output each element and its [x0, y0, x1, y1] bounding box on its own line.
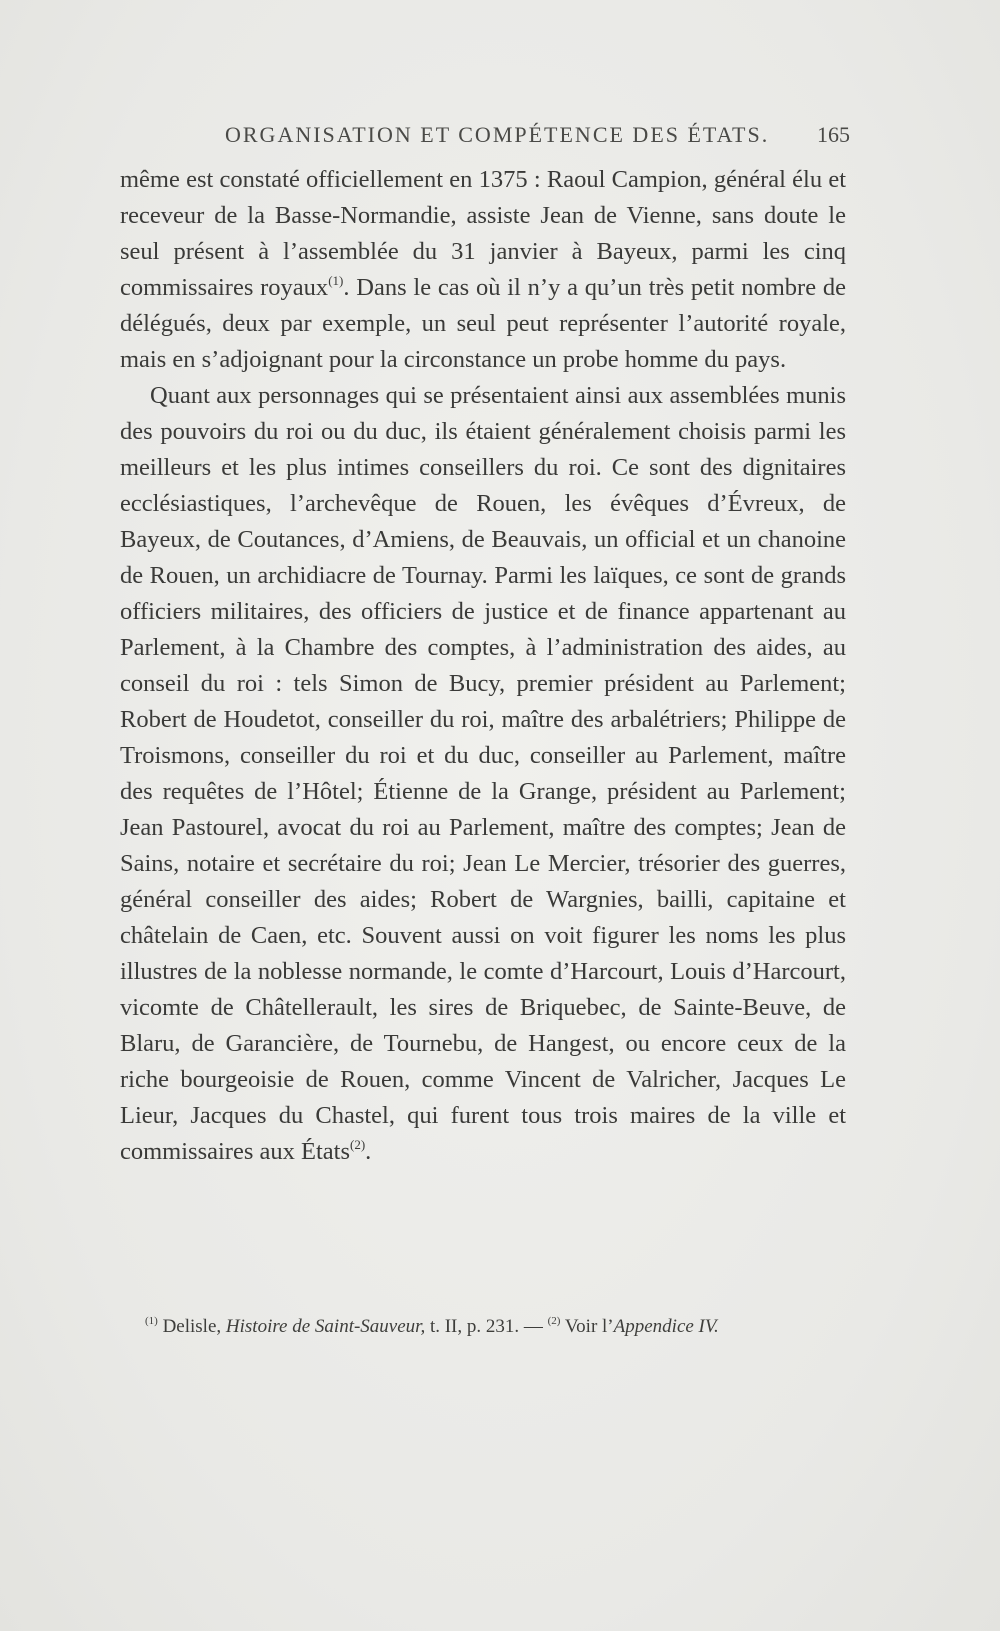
body-text [120, 162, 846, 1170]
running-head [120, 118, 850, 150]
footnotes [145, 1316, 845, 1338]
running-head-title: ORGANISATION ET COMPÉTENCE DES ÉTATS. [225, 122, 770, 147]
footnote-2-title: Appendice IV. [613, 1316, 719, 1337]
paragraph-2 [120, 378, 846, 1170]
paragraph-2-text-a: Quant aux personnages qui se présentaient ainsi aux assemblées munis des pouvoirs du roi ou du duc, ils étaient généralement choisis parmi les meilleurs et les plus intimes conseillers du roi. Ce sont des dignitaires ecclésiastiques, l’archevêque de Rouen, les évêques d’Évreux, de Bayeux, de Coutances, d’Amiens, de Beauvais, un official et un chanoine de Rouen, un archidiacre de Tournay. Parmi les laïques, ce sont de grands officiers militaires, des officiers de justice et de finance appartenant au Parlement, à la Chambre des comptes, à l’administration des aides, au conseil du roi : tels Simon de Bucy, premier président au Parlement; Robert de Houdetot, conseiller du roi, maître des arbalétriers; Philippe de Troismons, conseiller du roi et du duc, conseiller au Parlement, maître des requêtes de l’Hôtel; Étienne de la Grange, président au Parlement; Jean Pastourel, avocat du roi au Parlement, maître des comptes; Jean de Sains, notaire et secrétaire du roi; Jean Le Mercier, trésorier des guerres, général conseiller des aides; Robert de Wargnies, bailli, capitaine et châtelain de Caen, etc. Souvent aussi on voit figurer les noms les plus illustres de la noblesse normande, le comte d’Harcourt, Louis d’Harcourt, vicomte de Châtellerault, les sires de Briquebec, de Sainte-Beuve, de Blaru, de Garancière, de Tournebu, de Hangest, ou encore ceux de la riche bourgeoisie de Rouen, comme Vincent de Valricher, Jacques Le Lieur, Jacques du Chastel, qui furent tous trois maires de la ville et commissaires aux États [120, 382, 846, 1165]
page-number: 165 [817, 122, 850, 147]
footnote-1-author: Delisle, [162, 1316, 222, 1337]
footnote-1-title: Histoire de Saint-Sauveur, [225, 1316, 426, 1337]
footnote-2-text: Voir l’ [564, 1316, 614, 1337]
paragraph-1 [120, 162, 846, 378]
footnote-ref-2: (2) [349, 1137, 366, 1152]
footnote-1-ref: t. II, p. 231. — [429, 1316, 543, 1337]
paragraph-2-text-b: . [365, 1138, 372, 1165]
paragraph-1-text-b: . Dans le cas où il n’y a qu’un très petit nombre de délégués, deux par exemple, un seul peut représenter l’autorité royale, mais en s’adjoignant pour la circonstance un probe homme du pays. [120, 274, 846, 373]
footnote-1-mark: (1) [145, 1315, 158, 1327]
paragraph-1-text-a: même est constaté officiellement en 1375 : Raoul Campion, général élu et receveur de la Basse-Normandie, assiste Jean de Vienne, sans doute le seul présent à l’assemblée du 31 janvier à Bayeux, parmi les cinq commissaires royaux [120, 166, 846, 301]
footnote-2-mark: (2) [547, 1315, 561, 1327]
footnote-ref-1: (1) [328, 273, 344, 288]
